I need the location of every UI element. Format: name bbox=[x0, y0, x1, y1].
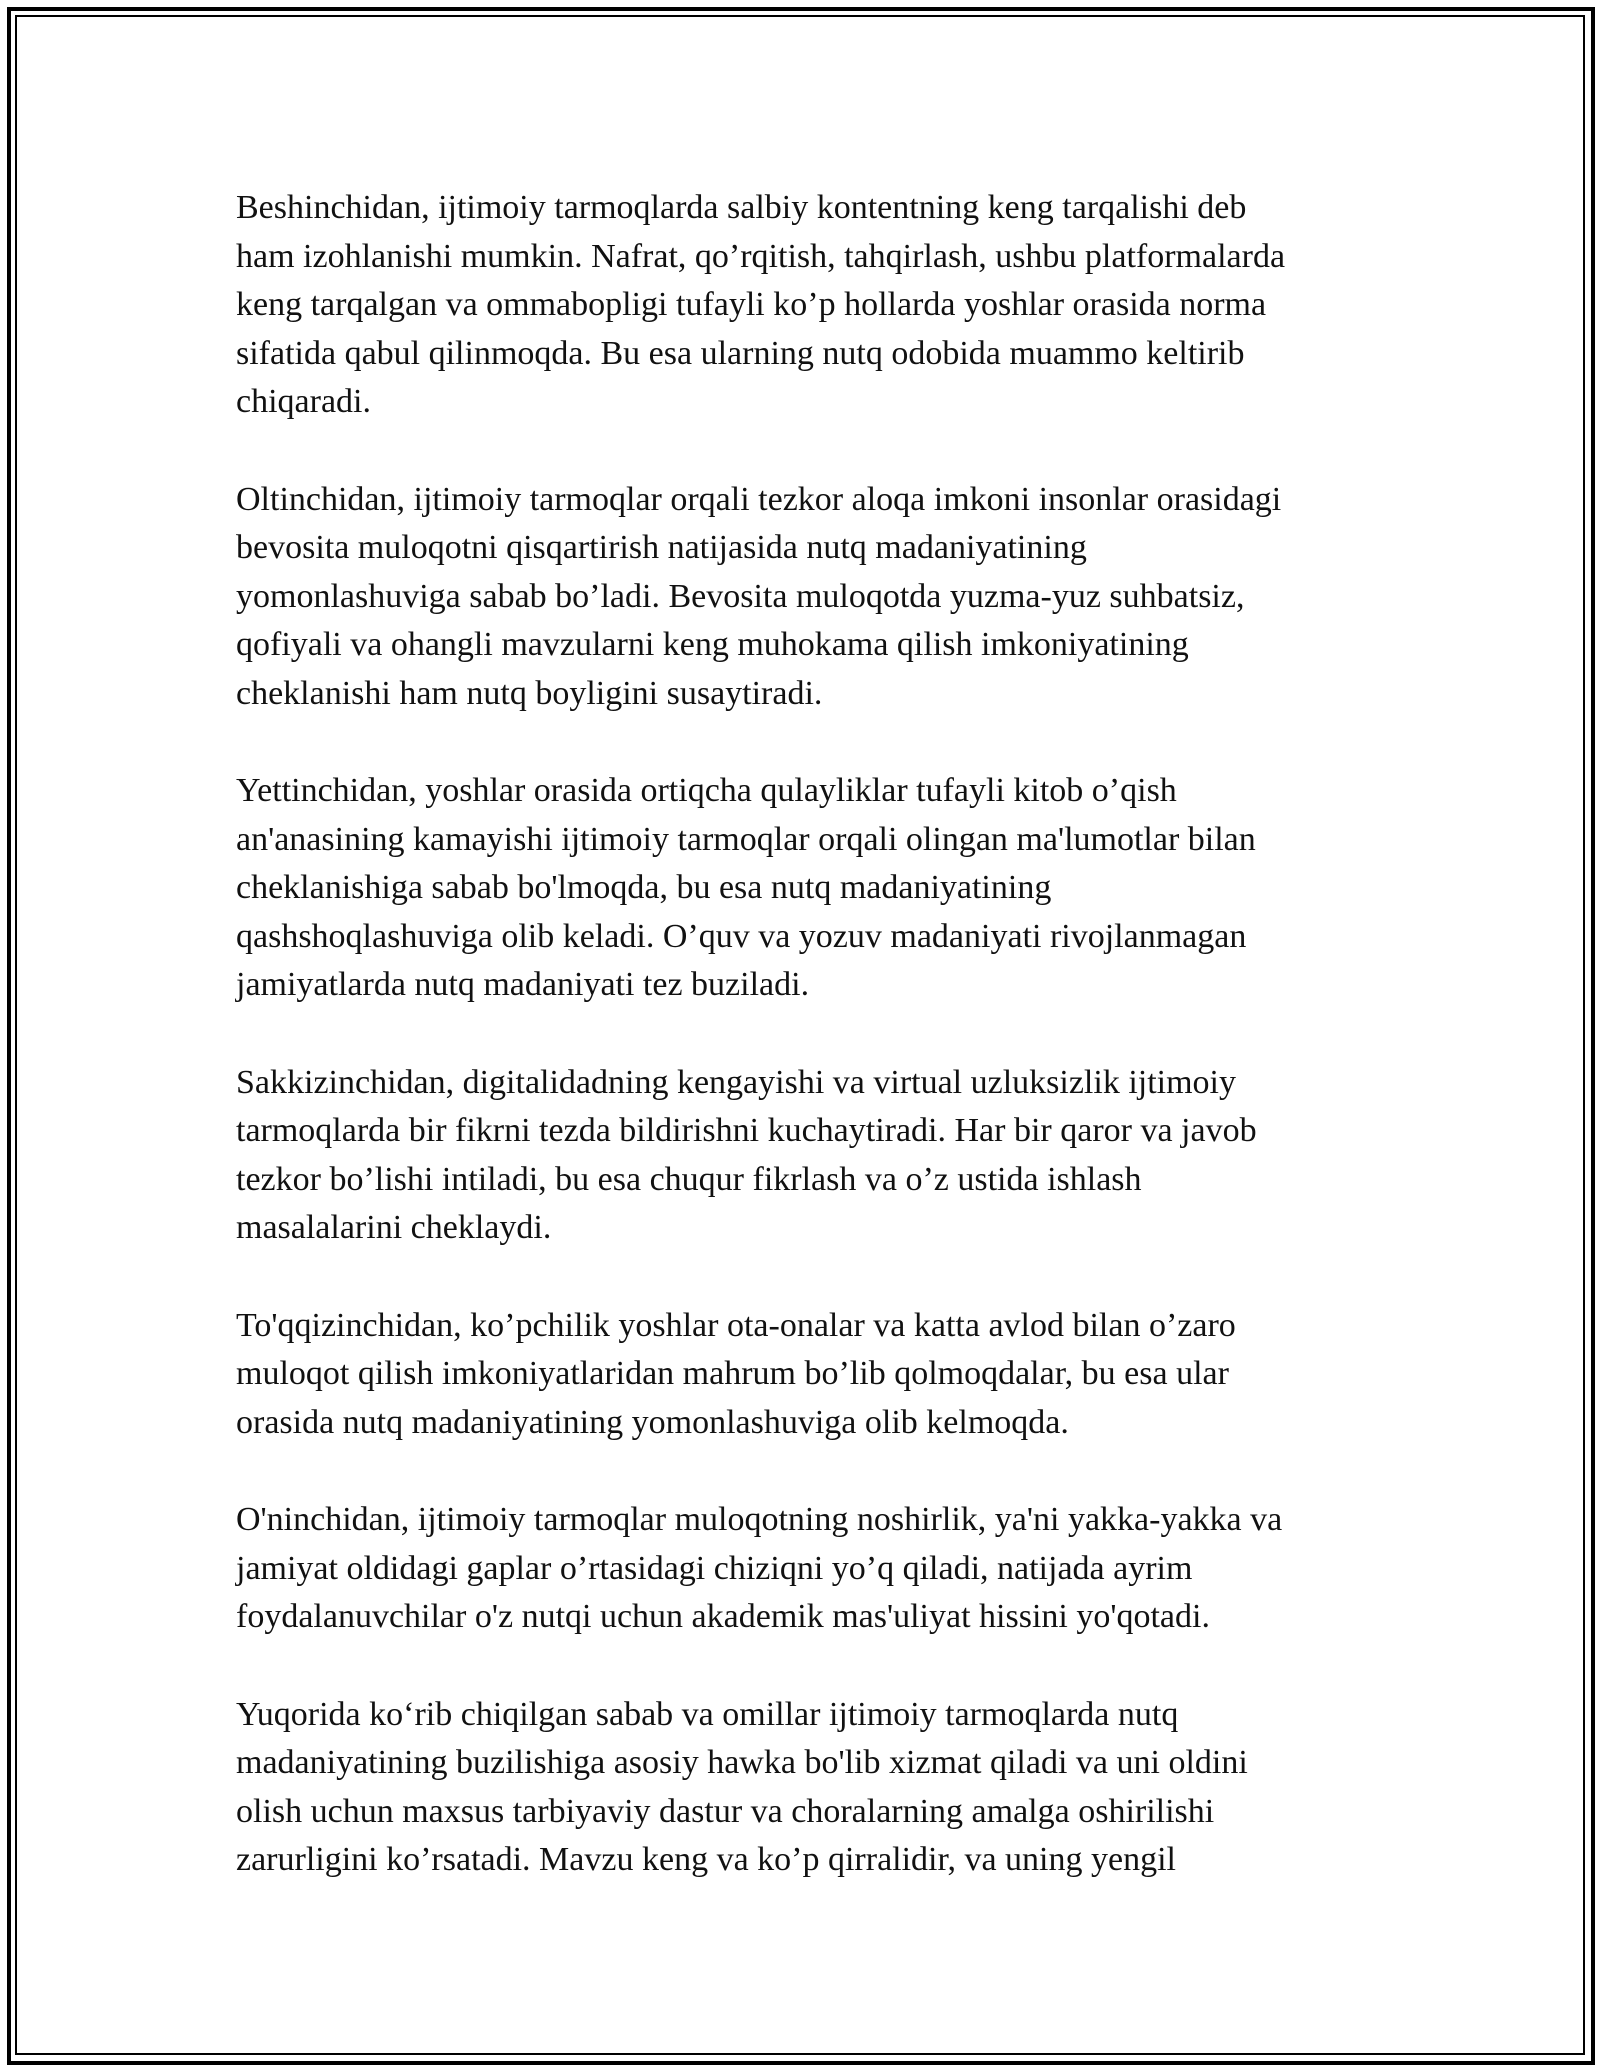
text-line: cheklanishiga sabab bo'lmoqda, bu esa nutq madaniyatining bbox=[236, 869, 1052, 906]
paragraph-conclusion bbox=[236, 1691, 1376, 1885]
text-line: jamiyat oldidagi gaplar o’rtasidagi chiziqni yo’q qiladi, natijada ayrim bbox=[236, 1549, 1193, 1587]
text-line: To'qqizinchidan, ko’pchilik yoshlar ota-onalar va katta avlod bilan o’zaro bbox=[236, 1306, 1236, 1344]
text-line: orasida nutq madaniyatining yomonlashuviga olib kelmoqda. bbox=[236, 1403, 1069, 1441]
text-line: foydalanuvchilar o'z nutqi uchun akademik mas'uliyat hissini yo'qotadi. bbox=[236, 1598, 1210, 1635]
paragraph-sakkizinchidan bbox=[236, 1059, 1376, 1253]
text-line: bevosita muloqotni qisqartirish natijasida nutq madaniyatining bbox=[236, 529, 1087, 566]
paragraph-oninchidan bbox=[236, 1496, 1376, 1642]
text-line: tezkor bo’lishi intiladi, bu esa chuqur fikrlash va o’z ustida ishlash bbox=[236, 1160, 1142, 1198]
text-line: chiqaradi. bbox=[236, 383, 371, 420]
paragraph-yettinchidan bbox=[236, 767, 1376, 1010]
text-line: tarmoqlarda bir fikrni tezda bildirishni kuchaytiradi. Har bir qaror va javob bbox=[236, 1112, 1257, 1149]
text-line: ham izohlanishi mumkin. Nafrat, qo’rqitish, tahqirlash, ushbu platformalarda bbox=[236, 237, 1286, 275]
text-line: madaniyatining buzilishiga asosiy hawka bo'lib xizmat qiladi va uni oldini bbox=[236, 1744, 1248, 1781]
text-line: Yettinchidan, yoshlar orasida ortiqcha qulayliklar tufayli kitob o’qish bbox=[236, 772, 1177, 809]
text-line: yomonlashuviga sabab bo’ladi. Bevosita muloqotda yuzma-yuz suhbatsiz, bbox=[236, 577, 1245, 615]
text-line: cheklanishi ham nutq boyligini susaytiradi. bbox=[236, 674, 823, 712]
paragraph-oltinchidan bbox=[236, 476, 1376, 719]
text-line: muloqot qilish imkoniyatlaridan mahrum bo’lib qolmoqdalar, bu esa ular bbox=[236, 1355, 1229, 1392]
text-line: an'anasining kamayishi ijtimoiy tarmoqlar orqali olingan ma'lumotlar bilan bbox=[236, 820, 1256, 858]
text-line: olish uchun maxsus tarbiyaviy dastur va choralarning amalga oshirilishi bbox=[236, 1792, 1215, 1830]
text-line: masalalarini cheklaydi. bbox=[236, 1209, 552, 1246]
text-line: O'ninchidan, ijtimoiy tarmoqlar muloqotning noshirlik, ya'ni yakka-yakka va bbox=[236, 1501, 1283, 1538]
text-line: sifatida qabul qilinmoqda. Bu esa ularning nutq odobida muammo keltirib bbox=[236, 334, 1245, 372]
text-line: Oltinchidan, ijtimoiy tarmoqlar orqali tezkor aloqa imkoni insonlar orasidagi bbox=[236, 480, 1282, 518]
text-line: zarurligini ko’rsatadi. Mavzu keng va ko’p qirralidir, va uning yengil bbox=[236, 1841, 1176, 1878]
document-body bbox=[236, 184, 1376, 1885]
paragraph-beshinchidan bbox=[236, 184, 1376, 427]
text-line: Beshinchidan, ijtimoiy tarmoqlarda salbiy kontentning keng tarqalishi deb bbox=[236, 189, 1247, 226]
text-line: Yuqorida koʻrib chiqilgan sabab va omillar ijtimoiy tarmoqlarda nutq bbox=[236, 1695, 1179, 1733]
text-line: jamiyatlarda nutq madaniyati tez buziladi. bbox=[236, 966, 810, 1003]
text-line: qofiyali va ohangli mavzularni keng muhokama qilish imkoniyatining bbox=[236, 626, 1189, 663]
text-line: qashshoqlashuviga olib keladi. O’quv va yozuv madaniyati rivojlanmagan bbox=[236, 917, 1247, 955]
paragraph-toqqizinchidan bbox=[236, 1302, 1376, 1448]
text-line: keng tarqalgan va ommabopligi tufayli ko’p hollarda yoshlar orasida norma bbox=[236, 286, 1267, 323]
text-line: Sakkizinchidan, digitalidadning kengayishi va virtual uzluksizlik ijtimoiy bbox=[236, 1063, 1236, 1101]
